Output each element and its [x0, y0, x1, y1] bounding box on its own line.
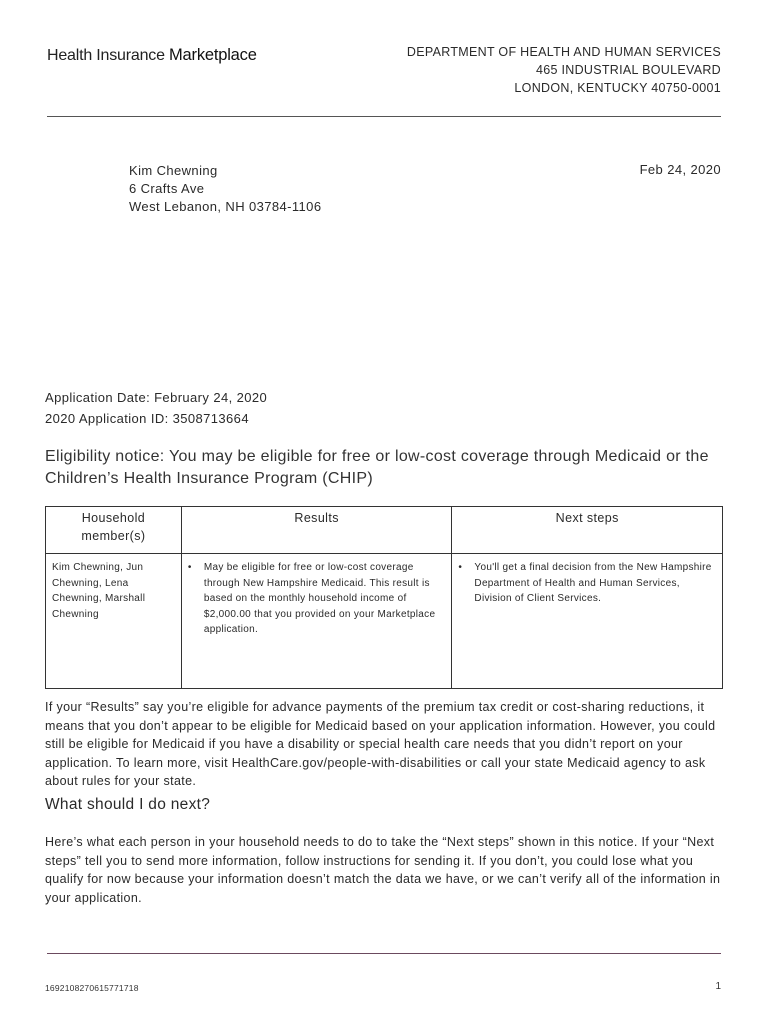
header-divider: [47, 116, 721, 117]
results-bullet: [188, 560, 446, 638]
cell-next-steps: [452, 554, 723, 689]
results-text: May be eligible for free or low-cost coverage through New Hampshire Medicaid. This result is based on the monthly household income of $2,000.00 that you provided on your Marketplace application.: [203, 562, 436, 635]
recipient-city: West Lebanon, NH 03784-1106: [129, 199, 322, 214]
letter-date: Feb 24, 2020: [639, 162, 721, 177]
table-row: [46, 554, 723, 689]
notice-title: Eligibility notice: You may be eligible for free or low-cost coverage through Medicaid or the Children’s Health Insurance Program (CHIP): [45, 448, 709, 487]
next-steps-bullet: [458, 560, 716, 607]
page-number: 1: [715, 981, 721, 992]
department-city: LONDON, KENTUCKY 40750-0001: [514, 81, 721, 95]
cell-results: [181, 554, 452, 689]
department-street: 465 INDUSTRIAL BOULEVARD: [535, 63, 721, 77]
bullet-icon: •: [458, 562, 463, 573]
application-info: [45, 387, 267, 429]
application-id: 2020 Application ID: 3508713664: [45, 411, 249, 426]
eligibility-table: [45, 506, 723, 689]
department-address: [407, 43, 721, 97]
next-steps-paragraph: Here’s what each person in your household needs to do to take the “Next steps” shown in this notice. If your “Next steps” tell you to send more information, follow instructions for sending it. If you don’t, you could lose what you qualify for now because your information doesn’t match the data we have, or we can’t verify all of the information in your application.: [45, 835, 721, 905]
cell-members: Kim Chewning, Jun Chewning, Lena Chewning, Marshall Chewning: [46, 554, 182, 689]
header-results: Results: [181, 507, 452, 554]
document-id: 1692108270615771718: [45, 983, 139, 993]
results-explanation-paragraph: If your “Results” say you’re eligible for advance payments of the premium tax credit or cost-sharing reductions, it means that you don’t appear to be eligible for Medicaid based on your application information. However, you could still be eligible for Medicaid if you have a disability or special health care needs that you didn’t report on your application. To learn more, visit HealthCare.gov/people-with-disabilities or call your state Medicaid agency to ask about rules for your state.: [45, 700, 716, 788]
recipient-address: [129, 162, 321, 216]
bullet-icon: •: [187, 562, 192, 573]
table-header-row: [46, 507, 723, 554]
marketplace-logo: [47, 46, 257, 65]
recipient-name: Kim Chewning: [129, 163, 218, 178]
logo-text-strong: Marketplace: [169, 46, 257, 64]
recipient-street: 6 Crafts Ave: [129, 181, 205, 196]
footer-divider: [47, 953, 721, 954]
header-next-steps: Next steps: [452, 507, 723, 554]
next-steps-text: You'll get a final decision from the New Hampshire Department of Health and Human Services, Division of Client Services.: [474, 562, 712, 604]
logo-text-regular: Health Insurance: [47, 47, 165, 64]
department-name: DEPARTMENT OF HEALTH AND HUMAN SERVICES: [406, 45, 721, 59]
header-household-members: Household member(s): [46, 507, 182, 554]
application-date: Application Date: February 24, 2020: [45, 390, 268, 405]
section-heading: What should I do next?: [45, 796, 211, 813]
